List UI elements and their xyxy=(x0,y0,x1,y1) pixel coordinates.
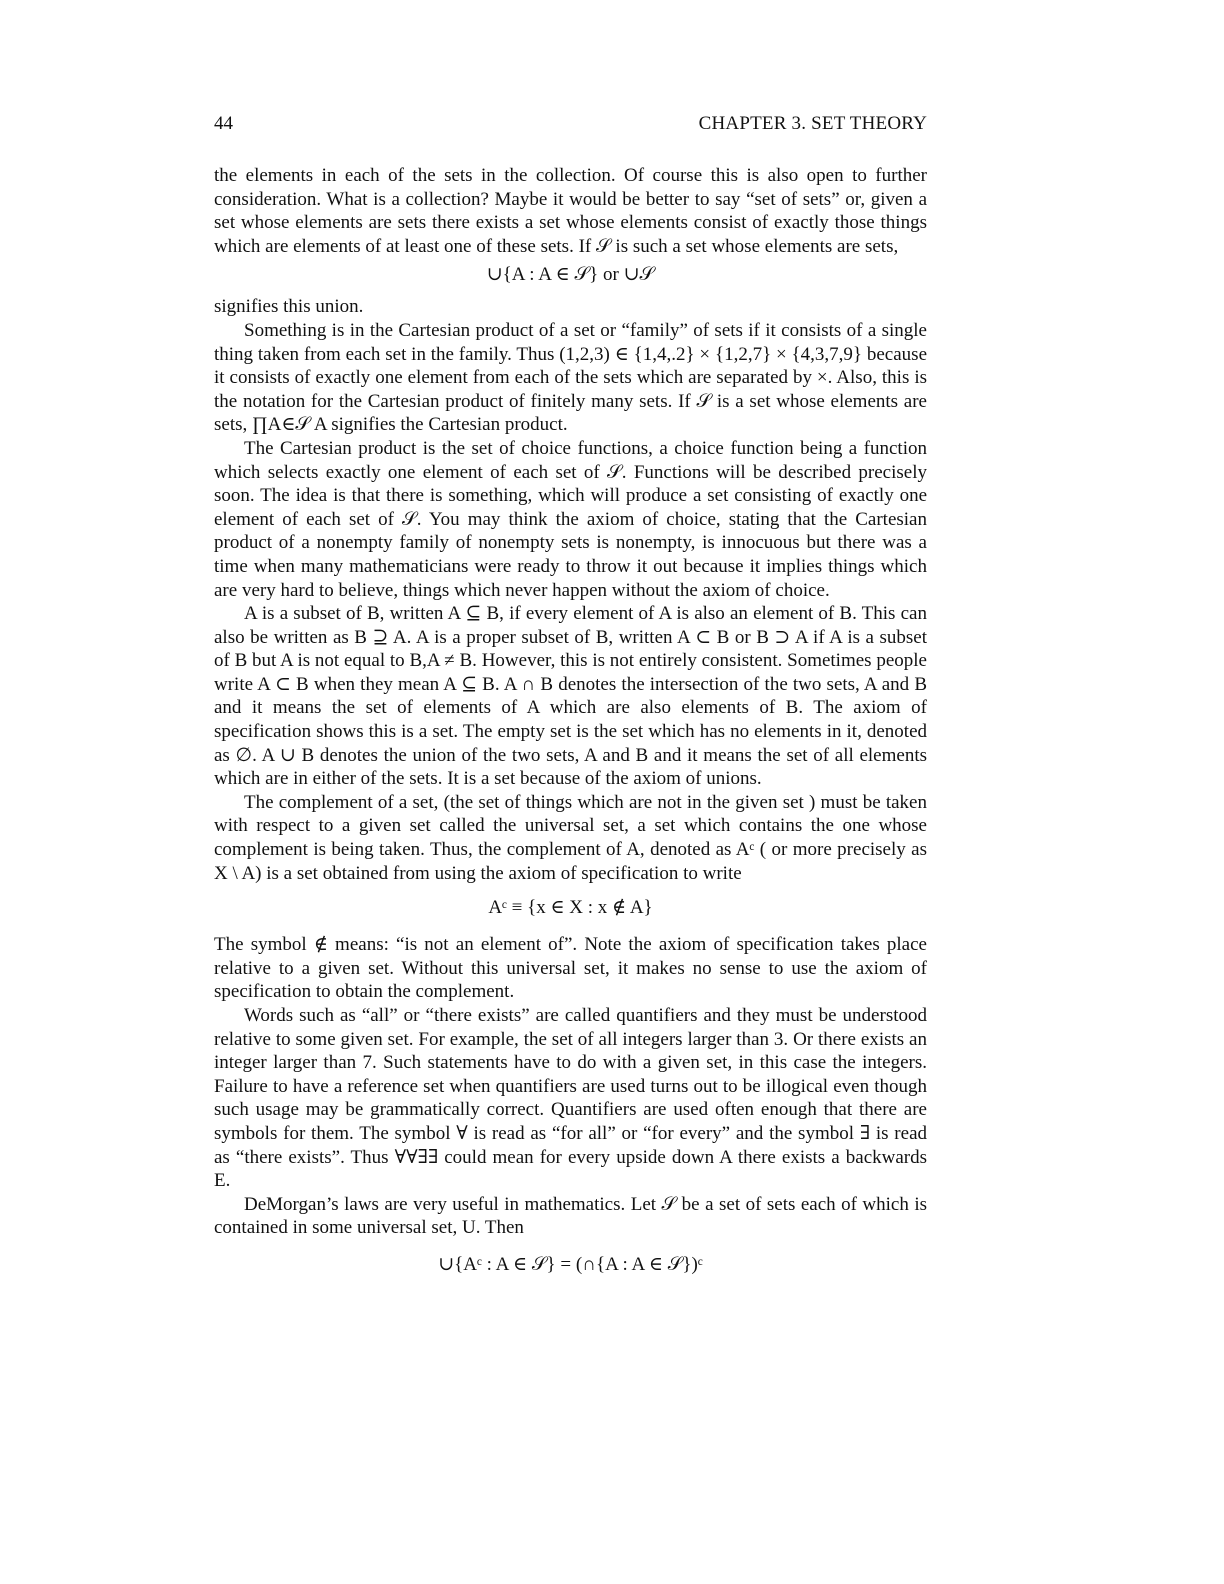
equation-complement: Aᶜ ≡ {x ∈ X : x ∉ A} xyxy=(488,897,653,919)
equation-demorgan: ∪{Aᶜ : A ∈ 𝒮} = (∩{A : A ∈ 𝒮})ᶜ xyxy=(438,1253,703,1275)
paragraph-demorgan: DeMorgan’s laws are very useful in mathematics. Let 𝒮 be a set of sets each of which is contained in some universal set, U. Then xyxy=(214,1193,927,1239)
paragraph-cartesian-product: Something is in the Cartesian product of a set or “family” of sets if it consists of a single thing taken from each set in the family. Thus (1,2,3) ∈ {1,4,.2} × {1,2,7} × {4,3,7,9} because it consists of exactly one element from each of the sets which are separated by ×. Also, this is the notation for the Cartesian product of finitely many sets. If 𝒮 is a set whose elements are sets, ∏A∈𝒮 A signifies the Cartesian product. xyxy=(214,319,927,436)
running-head: CHAPTER 3. SET THEORY xyxy=(698,113,927,134)
paragraph-union-cont: signifies this union. xyxy=(214,296,364,318)
equation-union: ∪{A : A ∈ 𝒮} or ∪𝒮 xyxy=(486,264,655,286)
paragraph-quantifiers: Words such as “all” or “there exists” are called quantifiers and they must be understood relative to some given set. For example, the set of all integers larger than 3. Or there exists an integer larger than 7. Such statements have to do with a given set, in this case the integers. Failure to have a reference set when quantifiers are used turns out to be illogical even though such usage may be grammatically correct. Quantifiers are used often enough that there are symbols for them. The symbol ∀ is read as “for all” or “for every” and the symbol ∃ is read as “there exists”. Thus ∀∀∃∃ could mean for every upside down A there exists a backwards E. xyxy=(214,1005,927,1192)
page-header xyxy=(214,108,927,140)
paragraph-complement: The complement of a set, (the set of things which are not in the given set ) must be taken with respect to a given set called the universal set, a set which contains the one whose complement is being taken. Thus, the complement of A, denoted as Aᶜ ( or more precisely as X \ A) is a set obtained from using the axiom of specification to write xyxy=(214,791,927,884)
page-number: 44 xyxy=(214,113,233,134)
paragraph-not-element: The symbol ∉ means: “is not an element of”. Note the axiom of specification takes place relative to a given set. Without this universal set, it makes no sense to use the axiom of specification to obtain the complement. xyxy=(214,934,927,1003)
paragraph-choice-functions: The Cartesian product is the set of choice functions, a choice function being a function which selects exactly one element of each set of 𝒮. Functions will be described precisely soon. The idea is that there is something, which will produce a set consisting of exactly one element of each set of 𝒮. You may think the axiom of choice, stating that the Cartesian product of a nonempty family of nonempty sets is nonempty, is innocuous but there was a time when many mathematicians were ready to throw it out because it implies things which are very hard to believe, things which never happen without the axiom of choice. xyxy=(214,437,927,601)
page-body xyxy=(214,164,927,1280)
document-page xyxy=(214,108,927,1285)
paragraph-union-intro: the elements in each of the sets in the collection. Of course this is also open to further consideration. What is a collection? Maybe it would be better to say “set of sets” or, given a set whose elements are sets there exists a set whose elements consist of exactly those things which are elements of at least one of these sets. If 𝒮 is such a set whose elements are sets, xyxy=(214,165,927,257)
paragraph-subsets: A is a subset of B, written A ⊆ B, if every element of A is also an element of B. This can also be written as B ⊇ A. A is a proper subset of B, written A ⊂ B or B ⊃ A if A is a subset of B but A is not equal to B,A ≠ B. However, this is not entirely consistent. Sometimes people write A ⊂ B when they mean A ⊆ B. A ∩ B denotes the intersection of the two sets, A and B and it means the set of elements of A which are also elements of B. The axiom of specification shows this is a set. The empty set is the set which has no elements in it, denoted as ∅. A ∪ B denotes the union of the two sets, A and B and it means the set of all elements which are in either of the sets. It is a set because of the axiom of unions. xyxy=(214,603,927,790)
